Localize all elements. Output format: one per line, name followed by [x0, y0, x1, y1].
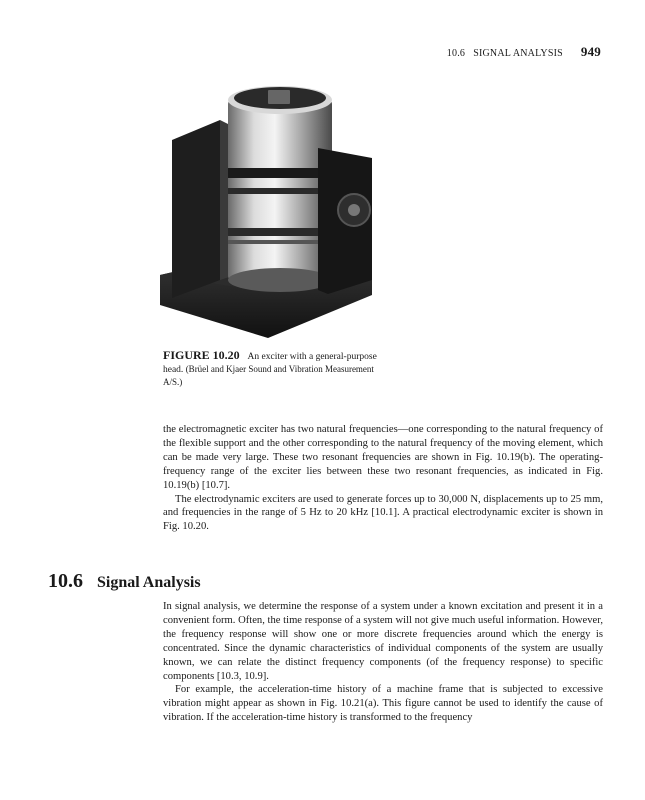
paragraph: The electrodynamic exciters are used to generate forces up to 30,000 N, displacements up to 25 mm, and frequencies in the range of 5 Hz to 20 kHz [10.1]. A practical electrodynamic exciter is shown in Fig. 10.20. — [163, 493, 603, 533]
paragraph: For example, the acceleration-time history of a machine frame that is subjected to excessive vibration might appear as shown in Fig. 10.21(a). This figure cannot be used to identify the cause of vibration. If the acceleration-time history is transformed to the frequency — [163, 684, 603, 724]
body-text-section — [163, 600, 603, 725]
figure-exciter-photo — [158, 80, 374, 342]
paragraph: In signal analysis, we determine the response of a system under a known excitation and present it in a convenient form. Often, the time response of a system will not give much useful information. However, the frequency response will show one or more discrete frequencies around which the energy is concentrated. Since the dynamic characteristics of individual components of the system are usually known, we can relate the distinct frequency components (of the frequency response) to specific components [10.3, 10.9]. — [163, 601, 603, 682]
page-number: 949 — [580, 44, 601, 59]
left-trunnion — [172, 120, 220, 298]
section-heading — [48, 570, 201, 593]
section-title: Signal Analysis — [97, 574, 201, 591]
exciter-illustration — [158, 80, 374, 342]
figure-credit: (Brüel and Kjaer Sound and Vibration Measurement A/S.) — [163, 364, 374, 387]
figure-caption-text: An exciter with a general-purpose head. — [163, 352, 377, 375]
running-head — [447, 44, 601, 60]
paragraph: the electromagnetic exciter has two natural frequencies—one corresponding to the natural frequency of the flexible support and the other corresponding to the natural frequency of the moving element, which can be made very large. These two resonant frequencies are shown in Fig. 10.19(b). The operating-frequency range of the exciter lies between these two resonant frequencies, as indicated in Fig. 10.19(b) [10.7]. — [163, 424, 603, 491]
body-text-top — [163, 423, 603, 534]
running-head-section: 10.6 SIGNAL ANALYSIS — [446, 48, 563, 59]
figure-caption — [163, 349, 393, 389]
figure-label: FIGURE 10.20 — [163, 348, 240, 362]
section-number: 10.6 — [48, 570, 83, 592]
